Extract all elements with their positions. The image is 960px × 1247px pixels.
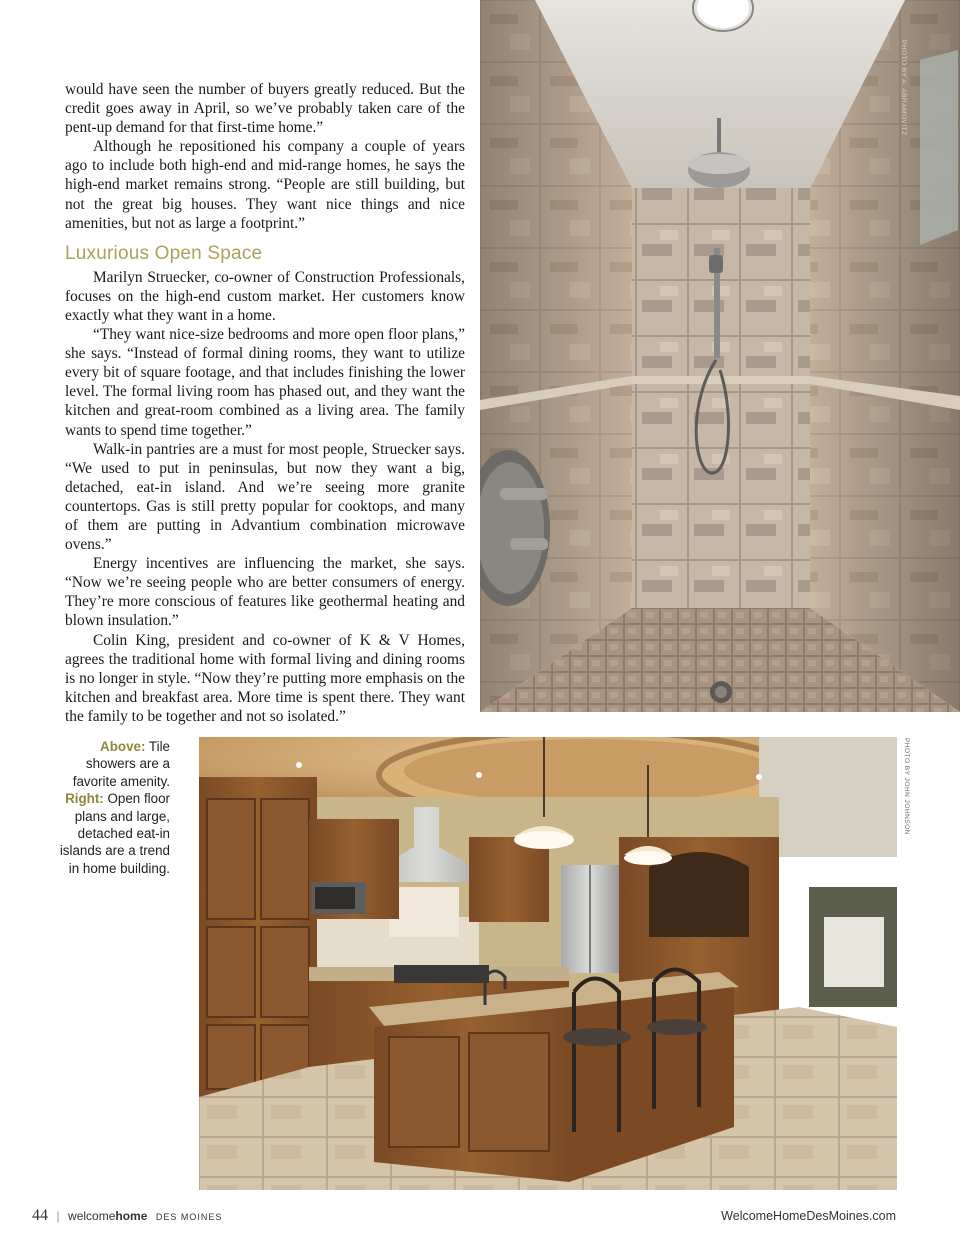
- article-paragraph: would have seen the number of buyers greatly reduced. But the credit goes away in April, so we’ve probably taken care of the pent-up demand for that first-time home.”: [65, 81, 465, 137]
- brand-home: home: [115, 1209, 148, 1223]
- kitchen-photo: [199, 737, 897, 1190]
- brand-welcome: welcome: [68, 1209, 116, 1223]
- article-paragraph: “They want nice-size bedrooms and more open floor plans,” she says. “Instead of formal dining rooms, they want to utilize every bit of square footage, and that includes finishing the lower level. The formal living room has phased out, and they want the kitchen and great-room combined as a living area. The family wants to spend time together.”: [65, 326, 465, 439]
- article-paragraph: Energy incentives are influencing the market, she says. “Now we’re seeing people who are better consumers of energy. They’re more conscious of features like geothermal heating and blown insulation.”: [65, 555, 465, 630]
- kitchen-illustration: [199, 737, 897, 1190]
- caption-right-text: Open floor plans and large, detached eat-in islands are a trend in home building.: [59, 791, 170, 876]
- article-paragraph: Walk-in pantries are a must for most people, Struecker says. “We used to put in peninsulas, but now they want a big, detached, eat-in island. And we’re seeing more granite countertops. Gas is still pretty popular for cooktops, and many of them are putting in Advantium combination microwave ovens.”: [65, 440, 465, 554]
- caption-right-label: Right:: [65, 791, 104, 807]
- kitchen-photo-credit: PHOTO BY JOHN JOHNSON: [903, 738, 910, 835]
- footer-separator: |: [56, 1209, 60, 1223]
- brand-city: DES MOINES: [155, 1212, 223, 1222]
- section-subhead: Luxurious Open Space: [65, 242, 263, 264]
- photo-caption: [52, 738, 170, 877]
- shower-photo-credit: PHOTO BY A. ABRAMOVITZ: [900, 40, 907, 136]
- shower-illustration: [480, 0, 960, 712]
- footer-website: WelcomeHomeDesMoines.com: [721, 1209, 896, 1223]
- page-number: 44: [32, 1207, 48, 1224]
- shower-photo: [480, 0, 960, 712]
- footer-folio: [32, 1207, 222, 1225]
- article-paragraph: Colin King, president and co-owner of K & V Homes, agrees the traditional home with formal living and dining rooms is no longer in style. “Now they’re putting more emphasis on the kitchen and breakfast area. More time is spent there. They want the family to be together and not so isolated.”: [65, 631, 465, 725]
- article-paragraph: Marilyn Struecker, co-owner of Construction Professionals, focuses on the high-end custom market. Her customers know exactly what they want in a home.: [65, 268, 465, 324]
- caption-above-text: Tile showers are a favorite amenity.: [72, 739, 170, 789]
- article-body: [65, 80, 465, 726]
- caption-above-label: Above:: [100, 739, 146, 754]
- article-paragraph: Although he repositioned his company a couple of years ago to include both high-end and mid-range homes, he says the high-end market remains strong. “People are still building, but not the great big houses. They want nice things and nice amenities, but not as large a footprint.”: [65, 138, 465, 232]
